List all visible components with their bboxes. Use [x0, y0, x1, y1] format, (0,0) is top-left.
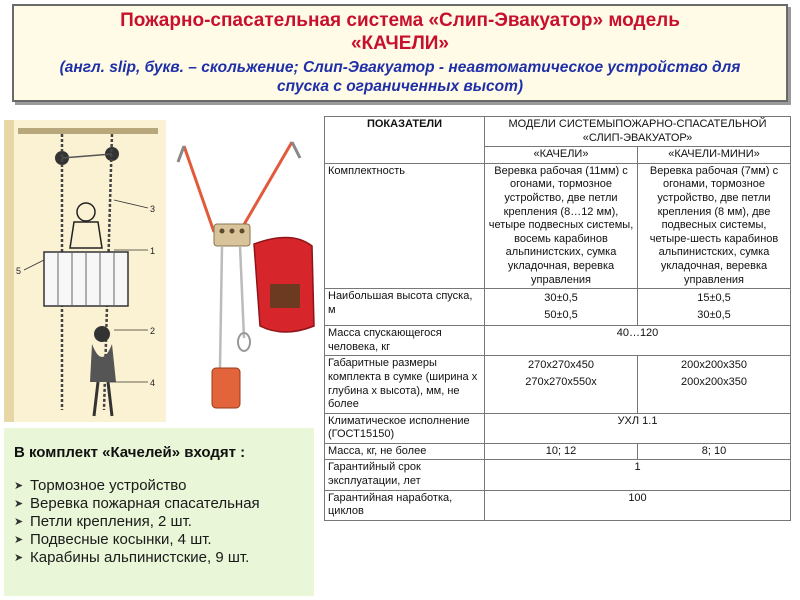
table-row: [325, 289, 791, 326]
cell-weight-a: 10; 12: [485, 443, 638, 460]
kit-heading: В комплект «Качелей» входят :: [14, 444, 246, 461]
cell-mass: 40…120: [485, 326, 791, 356]
rope-down-right: [240, 246, 244, 338]
cell-dims-a-1: 270x270x450: [527, 359, 595, 372]
header-models: МОДЕЛИ СИСТЕМЫПОЖАРНО-СПАСАТЕЛЬНОЙ «СЛИП-ЭВАКУАТОР»: [485, 117, 791, 147]
list-item: [14, 531, 306, 549]
brake-hole-3: [240, 229, 245, 234]
kit-list: [14, 477, 306, 567]
rope-down-left: [220, 246, 222, 368]
cell-climate: УХЛ 1.1: [485, 413, 791, 443]
equipment-svg: [172, 128, 322, 428]
equipment-photo: [172, 128, 322, 428]
table-row: [325, 490, 791, 520]
callout-4: 4: [150, 378, 156, 388]
title-line-1: Пожарно-спасательная система «Слип-Эвакуатор» модель: [120, 10, 680, 31]
row-label-climate: Климатическое исполнение (ГОСТ15150): [325, 413, 485, 443]
table-row: [325, 413, 791, 443]
page-title: [14, 9, 786, 55]
table-row: [325, 443, 791, 460]
rescuer-body: [70, 222, 102, 248]
kit-contents-panel: [4, 428, 314, 596]
row-label-height: Наибольшая высота спуска, м: [325, 289, 485, 326]
callout-1: 1: [150, 246, 156, 256]
brake-device: [214, 224, 250, 246]
bag-label: [270, 284, 300, 308]
brake-hole-2: [230, 229, 235, 234]
callout-3: 3: [150, 204, 156, 214]
cell-height-a-2: 50±0,5: [544, 309, 578, 322]
person-leg-left: [94, 382, 98, 416]
cell-dims-a-2: 270x270x550x: [525, 376, 597, 389]
cell-dims-b: [638, 356, 791, 413]
chevron-right-icon: ➤: [14, 516, 24, 528]
cell-kit-b: Веревка рабочая (7мм) с огонами, тормозное устройство, две петли крепления (8 мм), две подвесных системы, четыре-шесть карабинов альпинистских, сумка укладочная, веревка управления: [638, 163, 791, 288]
cell-height-a-1: 30±0,5: [544, 292, 578, 305]
person-head: [94, 326, 110, 342]
list-item: [14, 477, 306, 495]
specifications-table: [324, 116, 791, 521]
chevron-right-icon: ➤: [14, 552, 24, 564]
sling-left: [184, 146, 214, 232]
diagram-svg: [4, 120, 166, 422]
kit-item-label: Подвесные косынки, 4 шт.: [30, 531, 212, 548]
subtitle-line-2: спуска с ограниченных высот): [276, 78, 524, 95]
list-item: [14, 549, 306, 567]
cell-weight-b: 8; 10: [638, 443, 791, 460]
person-body: [90, 344, 116, 382]
cell-height-b-1: 15±0,5: [697, 292, 731, 305]
row-label-mass: Масса спускающегося человека, кг: [325, 326, 485, 356]
table-header-row: [325, 117, 791, 147]
table-row: [325, 356, 791, 413]
system-diagram-illustration: [4, 120, 166, 422]
header-model-b: «КАЧЕЛИ-МИНИ»: [638, 147, 791, 164]
subtitle-line-1: (англ. slip, букв. – скольжение; Слип-Эвакуатор - неавтоматическое устройство для: [59, 59, 741, 76]
rescuer-head: [77, 203, 95, 221]
cell-height-b-2: 30±0,5: [697, 309, 731, 322]
row-label-dims: Габаритные размеры комплекта в сумке (ширина х глубина х высота), мм, не более: [325, 356, 485, 413]
kit-item-label: Петли крепления, 2 шт.: [30, 513, 192, 530]
callout-5: 5: [16, 266, 22, 276]
title-line-2: «КАЧЕЛИ»: [350, 33, 449, 54]
row-label-weight: Масса, кг, не более: [325, 443, 485, 460]
callout-2: 2: [150, 326, 156, 336]
brake-hole-1: [220, 229, 225, 234]
callout-line-3: [114, 200, 148, 208]
person-leg-right: [108, 382, 112, 416]
chevron-right-icon: ➤: [14, 534, 24, 546]
row-label-cycles: Гарантийная наработка, циклов: [325, 490, 485, 520]
roof-beam: [18, 128, 158, 134]
title-box: [12, 4, 788, 102]
kit-item-label: Тормозное устройство: [30, 477, 187, 494]
chevron-right-icon: ➤: [14, 480, 24, 492]
cell-warranty: 1: [485, 460, 791, 490]
list-item: [14, 513, 306, 531]
sling-right: [242, 142, 292, 228]
table-row: [325, 163, 791, 288]
cell-dims-b-1: 200x200x350: [680, 359, 748, 372]
row-label-warranty: Гарантийный срок эксплуатации, лет: [325, 460, 485, 490]
small-pouch: [212, 368, 240, 408]
rope-cross: [62, 154, 112, 158]
cell-height-b: [638, 289, 791, 326]
page-subtitle: [14, 58, 786, 96]
header-indicators: ПОКАЗАТЕЛИ: [325, 117, 485, 164]
table-row: [325, 326, 791, 356]
header-model-a: «КАЧЕЛИ»: [485, 147, 638, 164]
row-label-kit: Комплектность: [325, 163, 485, 288]
cell-kit-a: Веревка рабочая (11мм) с огонами, тормозное устройство, две петли крепления (8…12 мм), четыре подвесных системы, восемь карабинов альпинистских, сумка укладочная, веревка управления: [485, 163, 638, 288]
cell-dims-a: [485, 356, 638, 413]
chevron-right-icon: ➤: [14, 498, 24, 510]
cell-dims-b-2: 200x200x350: [680, 376, 748, 389]
cell-cycles: 100: [485, 490, 791, 520]
kit-item-label: Карабины альпинистские, 9 шт.: [30, 549, 250, 566]
kit-item-label: Веревка пожарная спасательная: [30, 495, 260, 512]
building-wall: [4, 120, 14, 422]
list-item: [14, 495, 306, 513]
cell-height-a: [485, 289, 638, 326]
table-row: [325, 460, 791, 490]
callout-line-5: [24, 260, 44, 270]
